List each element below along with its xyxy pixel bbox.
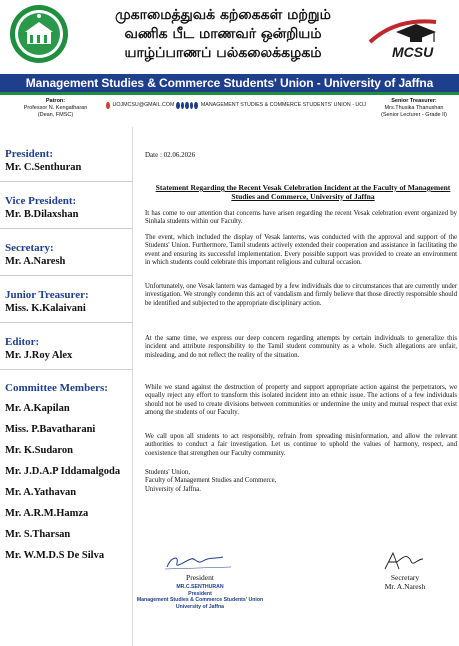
tamil-name-line: முகாமைத்துவக் கற்கைகள் மற்றும்: [115, 7, 331, 23]
tiktok-icon: [194, 102, 198, 109]
sidebar-divider: [0, 275, 133, 276]
patron-role: Patron:: [45, 98, 66, 104]
contact-email: UOJMCSU@GMAIL.COM: [112, 102, 175, 108]
junior-treasurer-name: Miss. K.Kalaivani: [5, 303, 86, 314]
paragraph: Unfortunately, one Vesak lantern was damaged by a few individuals due to circumstances that are currently under investigation. We strongly condemn this act of vandalism and firmly believe that those directly responsible should be identified and subjected to the appropriate disciplinary action.: [145, 283, 457, 307]
treasurer-role: Senior Treasurer:: [391, 98, 437, 104]
vice-president-title: Vice President:: [5, 195, 77, 207]
instagram-icon: [181, 102, 185, 109]
email-icon: [106, 102, 110, 109]
statement-title: Statement Regarding the Recent Vesak Celebration Incident at the Faculty of Management Studies and Commerce, University of Jaffna: [155, 183, 451, 201]
committee-title: Committee Members:: [5, 382, 108, 394]
vice-president-name: Mr. B.Dilaxshan: [5, 209, 79, 220]
officials-row: [0, 96, 459, 126]
stamp-line: MR.C.SENTHURAN: [176, 584, 224, 590]
secretary-group: [5, 241, 65, 269]
paragraph: It has come to our attention that concerns have arisen regarding the recent Vesak celebration event organized by Sinhala students within our Faculty.: [145, 210, 457, 226]
treasurer-detail: (Senior Lecturer - Grade II): [380, 112, 448, 118]
sidebar-divider: [0, 322, 133, 323]
tamil-union-name: [82, 6, 364, 63]
president-group: [5, 147, 81, 175]
paragraph: We call upon all students to act responsibly, refrain from spreading misinformation, and allow the relevant authorities to conduct a fair investigation. Let us continue to uphold the values of harmony, respect, and coexistence that strengthen our Faculty community.: [145, 433, 457, 457]
president-signature-image: [135, 547, 265, 573]
tamil-name-line: வணிக பீட மாணவர் ஒன்றியம்: [124, 26, 322, 42]
secretary-name: Mr. A.Naresh: [5, 256, 66, 267]
letter-body: [135, 127, 459, 646]
secretary-signature-name: Mr. A.Naresh: [384, 582, 426, 591]
secretary-signature-image: [355, 547, 455, 573]
facebook-icon: [176, 102, 180, 109]
letter-date: Date : 02.06.2026: [145, 151, 196, 159]
editor-name: Mr. J.Roy Alex: [5, 350, 73, 361]
secretary-signature-block: [355, 547, 455, 591]
patron-detail: (Dean, FMSC): [37, 112, 74, 118]
sidebar-divider: [0, 369, 133, 370]
president-signature-role: President: [186, 573, 214, 582]
junior-treasurer-title: Junior Treasurer:: [5, 289, 89, 301]
sidebar-divider: [0, 181, 133, 182]
linkedin-icon: [190, 102, 194, 109]
contact-line: [106, 100, 368, 110]
senior-treasurer-block: [370, 98, 458, 119]
sidebar-divider: [0, 228, 133, 229]
president-signature-block: [135, 547, 265, 610]
stamp-line: Management Studies & Commerce Students' Union: [136, 597, 264, 603]
editor-group: [5, 335, 72, 363]
editor-title: Editor:: [5, 336, 40, 348]
stamp-line: President: [188, 590, 212, 597]
mcsu-logo-text: MCSU: [392, 44, 434, 60]
president-title: President:: [5, 148, 54, 160]
committee-group: [5, 381, 120, 563]
paragraph: The event, which included the display of Vesak lanterns, was conducted with the approval and support of the Students' Union. Furthermore, Tamil students actively extended their cooperation and assistance in facilitating the event and ensuring its successful implementation. Every possible support was provided to create an environment in which students could celebrate this important religious and cultural occasion.: [145, 234, 457, 266]
patron-block: [8, 98, 103, 119]
patron-name: Professor N. Kengatharan: [23, 105, 88, 111]
secretary-signature-role: Secretary: [390, 573, 420, 582]
paragraph: While we stand against the destruction of property and support appropriate action against the perpetrators, we equally reject any effort to transform this isolated incident into an ethnic issue. The actions of a few individuals should not be used to create divisions between communities or undermine the unity and mutual respect that exist among the students of our Faculty.: [145, 384, 457, 416]
junior-treasurer-group: [5, 288, 89, 316]
graduation-cap-icon: [366, 12, 446, 62]
union-banner: Management Studies & Commerce Students' Union - University of Jaffna: [0, 74, 459, 92]
letterhead: [0, 0, 459, 95]
committee-member: Mr. W.M.D.S De Silva: [5, 550, 105, 561]
committee-member: Mr. K.Sudaron: [5, 445, 73, 456]
banner-stripe: [0, 92, 459, 95]
committee-member: Mr. S.Tharsan: [5, 529, 71, 540]
youtube-icon: [185, 102, 189, 109]
treasurer-name: Mrs.Thusika Thanushan: [384, 105, 444, 111]
secretary-title: Secretary:: [5, 242, 54, 254]
committee-member: Miss. P.Bavatharani: [5, 424, 96, 435]
committee-member: Mr. A.R.M.Hamza: [5, 508, 89, 519]
president-name: Mr. C.Senthuran: [5, 162, 82, 173]
stamp-line: University of Jaffna: [175, 603, 225, 610]
president-stamp: [135, 584, 265, 610]
paragraph: At the same time, we express our deep concern regarding attempts by certain individuals to generalize this incident and attribute responsibility to the Tamil student community as a whole. Such allegations are unfair, misleading, and do not reflect the reality of the situation.: [145, 335, 457, 359]
office-bearers-sidebar: [0, 127, 133, 646]
mcsu-logo: [366, 12, 446, 62]
vice-president-group: [5, 194, 78, 222]
committee-member: Mr. J.D.A.P Iddamalgoda: [5, 466, 121, 477]
tamil-name-line: யாழ்ப்பாணப் பல்கலைக்கழகம்: [124, 45, 322, 61]
sign-off: Students' Union, Faculty of Management Studies and Commerce, University of Jaffna.: [145, 469, 277, 493]
union-emblem-logo: [9, 4, 69, 64]
committee-member: Mr. A.Yathavan: [5, 487, 77, 498]
contact-social-handle: MANAGEMENT STUDIES & COMMERCE STUDENTS' UNION - UOJ: [200, 102, 367, 108]
committee-member: Mr. A.Kapilan: [5, 403, 70, 414]
